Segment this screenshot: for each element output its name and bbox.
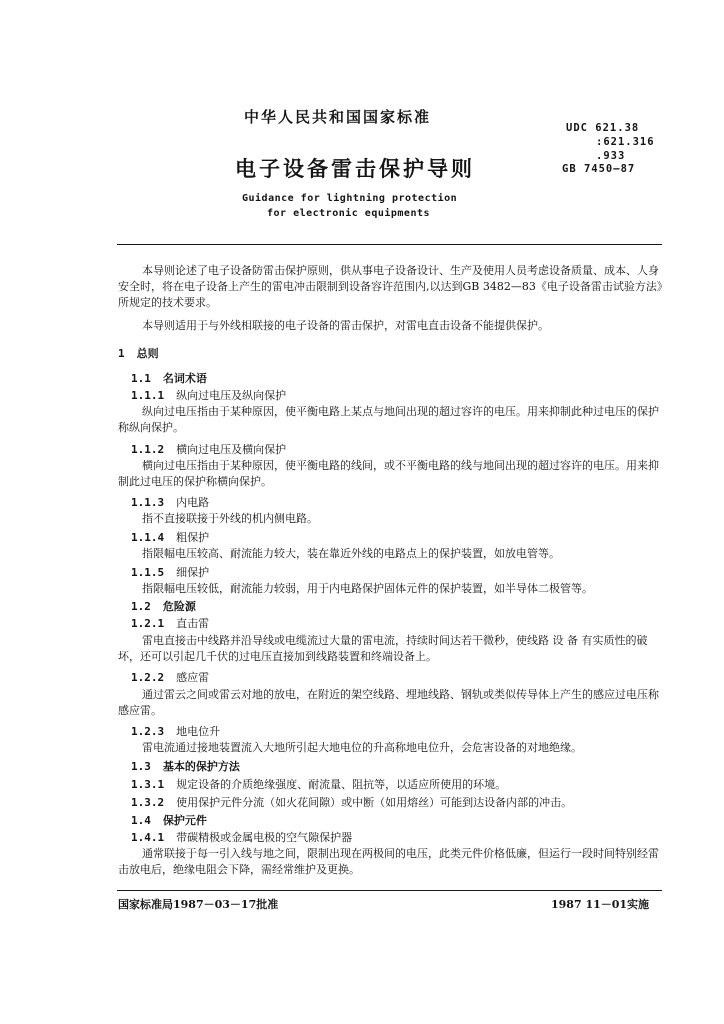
section-1-2-2-text: 通过雷云之间或雷云对地的放电，在附近的架空线路、埋地线路、钢轨或类似传导体上产生的感应过电压称感应雷。 [118, 688, 659, 717]
udc-code-line3: .933 [596, 150, 626, 162]
section-1-1-2-heading: 1.1.2 横向过电压及横向保护 [131, 443, 287, 456]
gb-code: GB 7450—87 [562, 163, 636, 175]
section-1-4-heading: 1.4 保护元件 [131, 814, 207, 827]
intro-paragraph-2: 本导则适用于与外线相联接的电子设备的雷击保护，对雷电直击设备不能提供保护。 [142, 319, 549, 332]
section-1-1-5-text: 指限幅电压较低，耐流能力较弱，用于内电路保护固体元件的保护装置，如半导体二极管等。 [142, 582, 593, 595]
section-1-1-2-text: 横向过电压指由于某种原因，使平衡电路的线间，或不平衡电路的线与地间出现的超过容许的电压。用来抑制此过电压的保护称横向保护。 [118, 459, 659, 488]
section-1-1-3-heading: 1.1.3 内电路 [131, 496, 210, 509]
section-1-2-3-heading: 1.2.3 地电位升 [131, 725, 221, 738]
udc-code-line1: UDC 621.38 [566, 122, 640, 134]
section-1-4-1-heading: 1.4.1 带碳精极或金属电极的空气隙保护器 [131, 831, 353, 844]
section-1-1-5-heading: 1.1.5 细保护 [131, 566, 210, 579]
section-1-1-3-text: 指不直接联接于外线的机内侧电路。 [142, 512, 318, 525]
effective-date: 1987 11－01实施 [551, 898, 650, 911]
document-title-en-line2: for electronic equipments [267, 208, 431, 219]
section-1-2-3-text: 雷电流通过接地装置流入大地所引起大地电位的升高称地电位升，会危害设备的对地绝缘。 [142, 741, 582, 754]
national-standard-heading: 中华人民共和国国家标准 [244, 108, 432, 126]
section-1-2-heading: 1.2 危险源 [131, 600, 196, 613]
section-1-1-4-heading: 1.1.4 粗保护 [131, 531, 210, 544]
section-1-1-4-text: 指限幅电压较高、耐流能力较大，装在靠近外线的电路点上的保护装置，如放电管等。 [142, 547, 560, 560]
section-1-2-2-heading: 1.2.2 感应雷 [131, 671, 210, 684]
section-1-2-1-heading: 1.2.1 直击雷 [131, 617, 210, 630]
section-1-4-1-text: 通常联接于每一引入线与地之间，限制出现在两极间的电压，此类元件价格低廉，但运行一段时间特别经雷击放电后，绝缘电阻会下降，需经常维护及更换。 [118, 847, 659, 876]
section-1-3-heading: 1.3 基本的保护方法 [131, 760, 240, 773]
section-1-3-1-item: 1.3.1 规定设备的介质绝缘强度、耐流量、阻抗等，以适应所使用的环境。 [131, 778, 507, 791]
header-divider [117, 244, 662, 245]
section-1-3-2-item: 1.3.2 使用保护元件分流（如火花间隙）或中断（如用熔丝）可能到达设备内部的冲击。 [131, 796, 573, 809]
footer-divider [117, 890, 662, 891]
section-1-2-1-text: 雷电直接击中线路并沿导线或电缆流过大量的雷电流，持续时间达若干微秒，使线路 设 备 有实质性的破坏，还可以引起几千伏的过电压直接加到线路装置和终端设备上。 [118, 634, 648, 663]
section-1-1-heading: 1.1 名词术语 [131, 372, 207, 385]
udc-code-line2: :621.316 [596, 136, 655, 148]
section-1-heading: 1 总则 [118, 347, 159, 360]
approval-date: 国家标准局1987－03－17批准 [118, 898, 279, 911]
intro-paragraph-1: 本导则论述了电子设备防雷击保护原则，供从事电子设备设计、生产及使用人员考虑设备质量、成本、人身安全时，将在电子设备上产生的雷电冲击限制到设备容许范围内,以达到GB 3482—83《电子设备雷击试验方法》所规定的技术要求。 [118, 264, 663, 309]
document-title-en-line1: Guidance for lightning protection [242, 193, 458, 204]
document-title-cn: 电子设备雷击保护导则 [235, 156, 475, 181]
section-1-1-1-heading: 1.1.1 纵向过电压及纵向保护 [131, 389, 287, 402]
section-1-1-1-text: 纵向过电压指由于某种原因，使平衡电路上某点与地间出现的超过容许的电压。用来抑制此种过电压的保护称纵向保护。 [118, 405, 659, 434]
